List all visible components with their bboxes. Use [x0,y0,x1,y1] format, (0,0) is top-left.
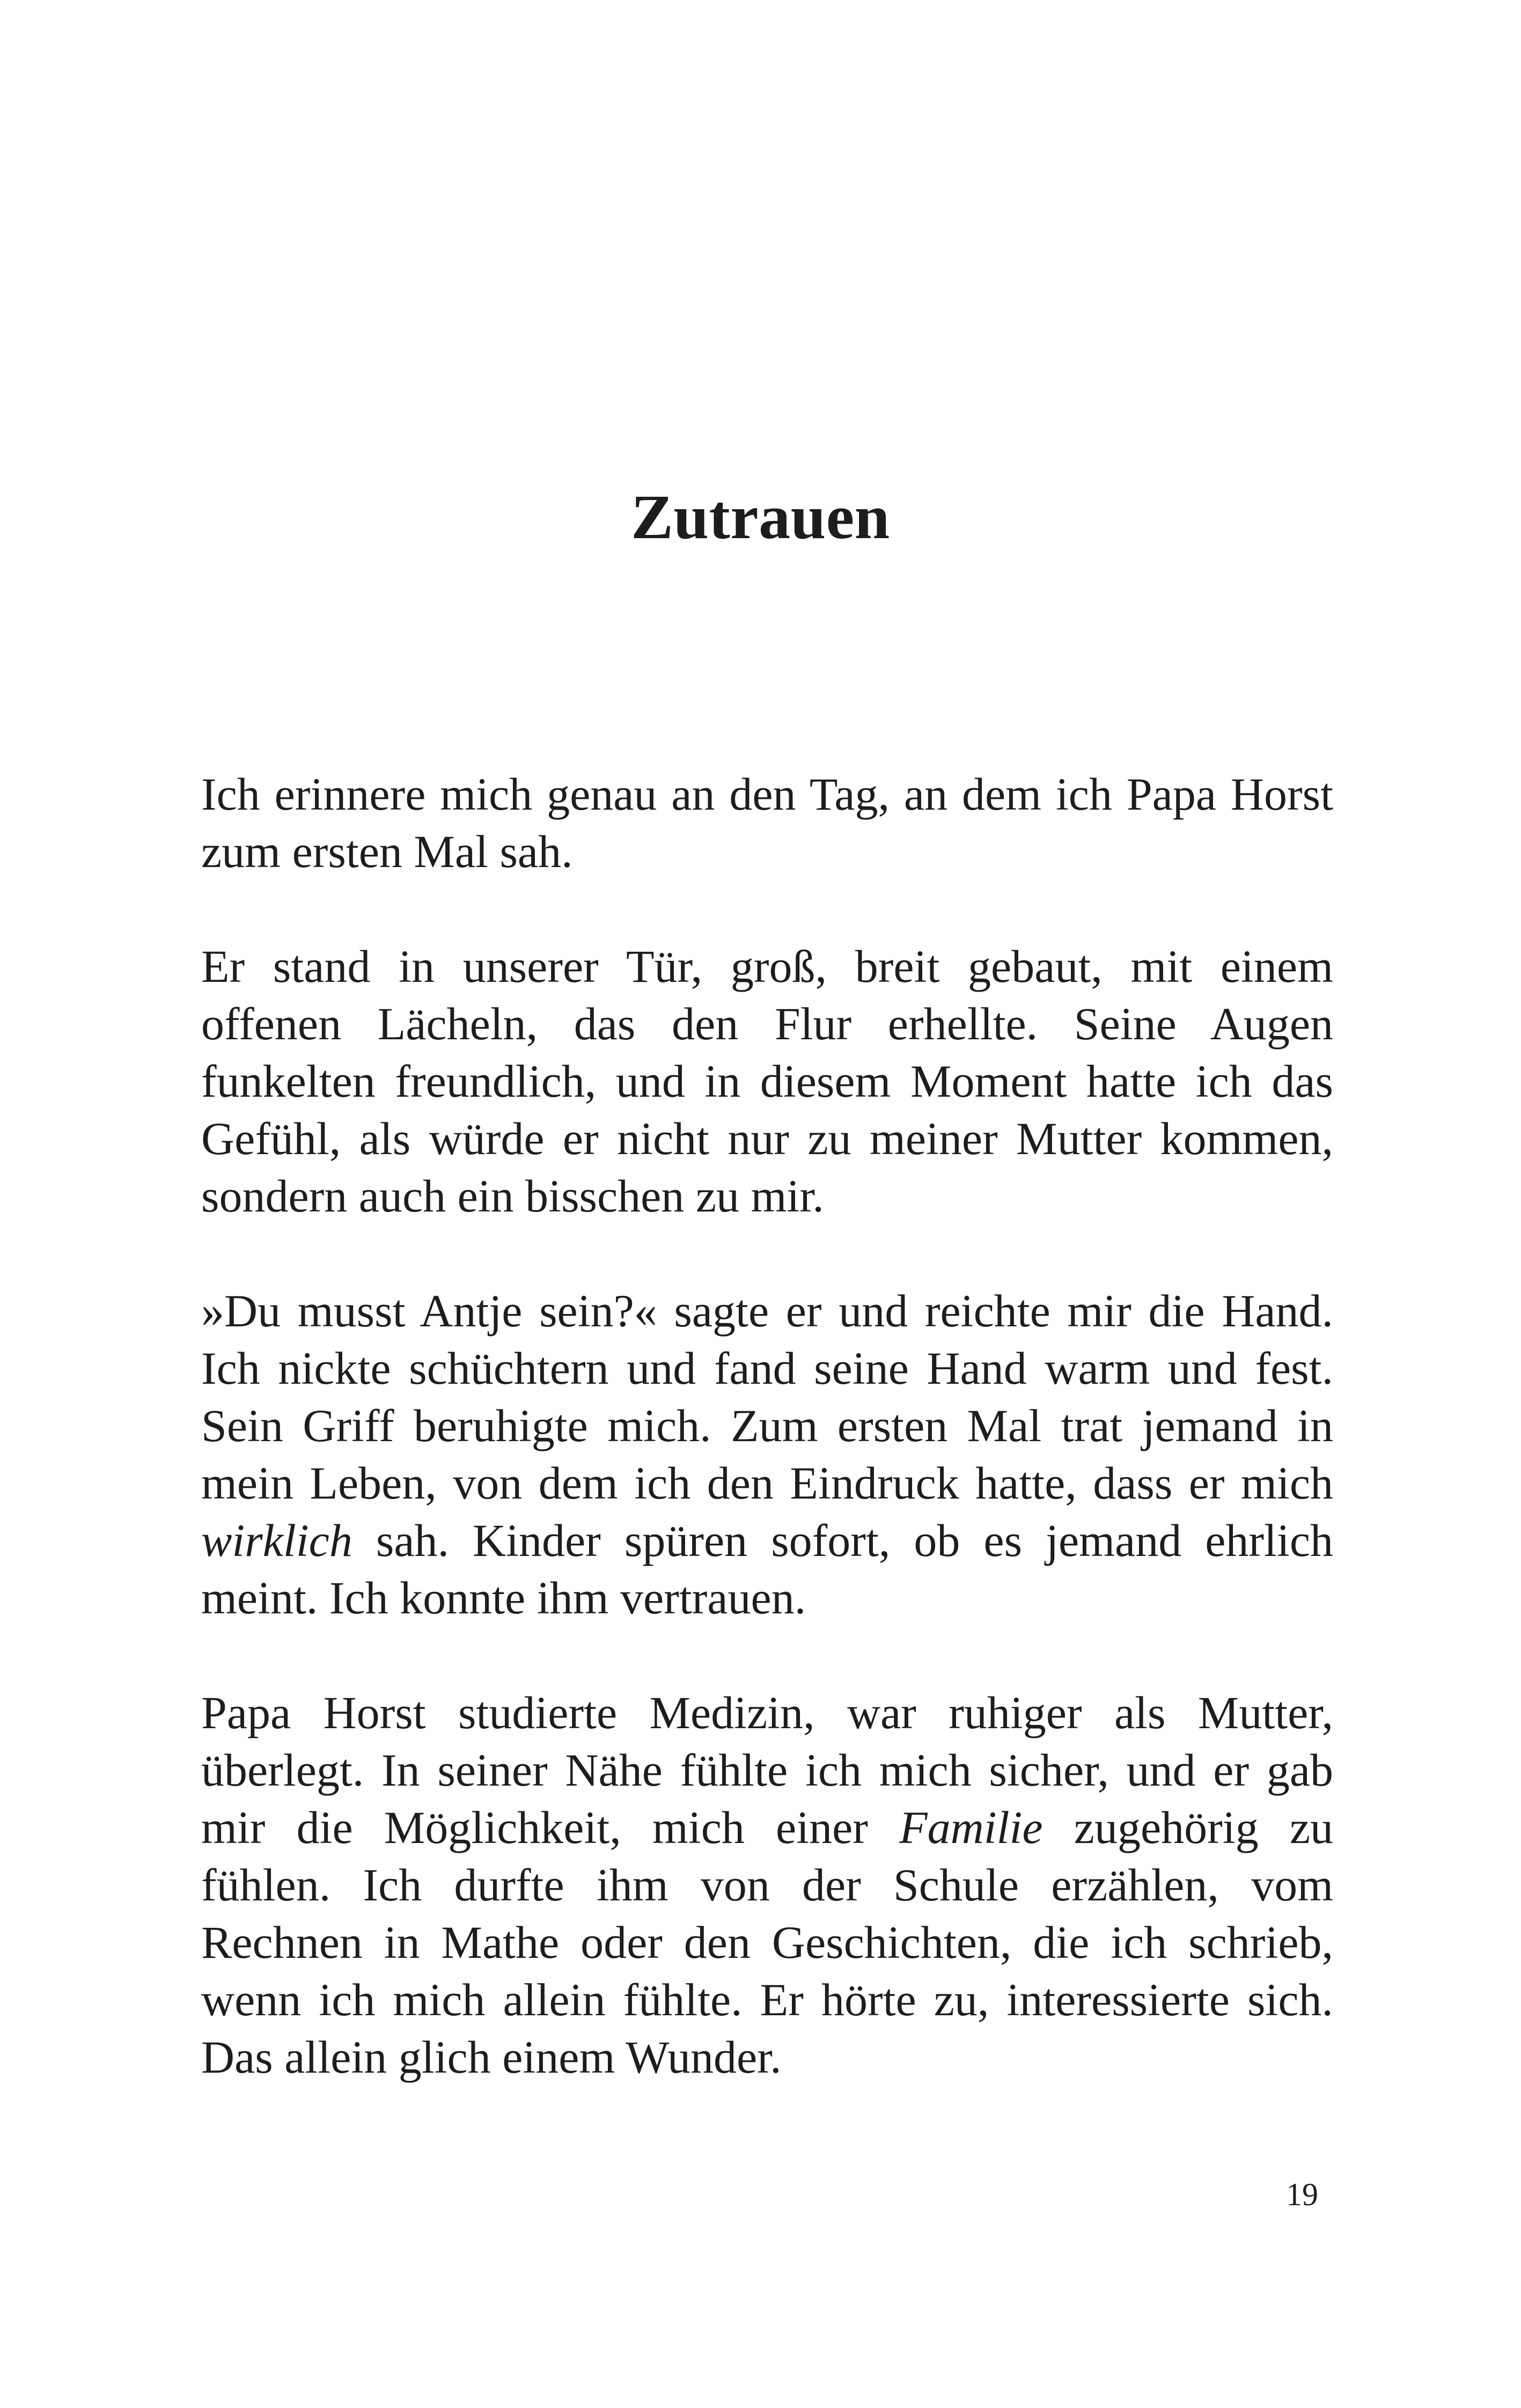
paragraph-3-emphasis: wirklich [201,1515,352,1566]
paragraph-1: Ich erinnere mich genau an den Tag, an dem ich Papa Horst zum ersten Mal sah. [201,768,1333,877]
paragraph-3 [201,1282,1333,1627]
paragraph-4-text-b: zugehörig zu fühlen. Ich durfte ihm von der Schule erzählen, vom Rechnen in Mathe oder den Geschichten, die ich schrieb, wenn ich mich allein fühlte. Er hörte zu, interessierte sich. Das allein glich einem Wunder. [201,1802,1333,2083]
paragraph-3-text-a: »Du musst Antje sein?« sagte er und reichte mir die Hand. Ich nickte schüchtern und fand seine Hand warm und fest. Sein Griff beruhigte mich. Zum ersten Mal trat jemand in mein Leben, von dem ich den Eindruck hatte, dass er mich [201,1285,1333,1509]
paragraph-4-text-a: Papa Horst studierte Medizin, war ruhiger als Mutter, überlegt. In seiner Nähe fühlte ich mich sicher, und er gab mir die Möglichkeit, mich einer [201,1687,1333,1853]
paragraph-4-emphasis: Familie [899,1802,1043,1853]
page-number: 19 [1286,2177,1318,2212]
chapter-body [201,766,1333,2086]
paragraph-4 [201,1684,1333,2086]
chapter-title: Zutrauen [631,482,890,552]
paragraph-3-text-b: sah. Kinder spüren sofort, ob es jemand ehrlich meint. Ich konnte ihm vertrauen. [201,1515,1333,1624]
paragraph-2: Er stand in unserer Tür, groß, breit gebaut, mit einem offenen Lächeln, das den Flur erhellte. Seine Augen funkelten freundlich, und in diesem Moment hatte ich das Gefühl, als würde er nicht nur zu meiner Mutter kommen, sondern auch ein bisschen zu mir. [201,941,1333,1222]
